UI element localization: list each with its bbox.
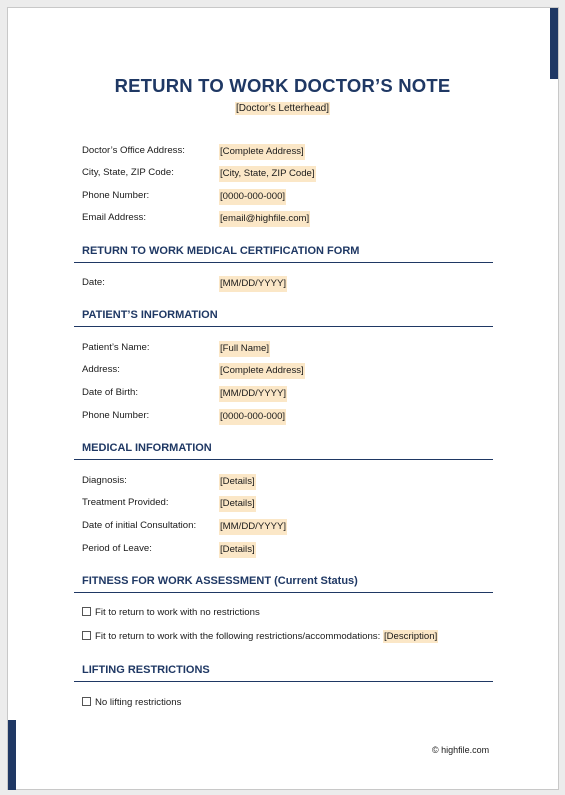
office-email-field[interactable]: [email@highfile.com] [219, 211, 310, 227]
diagnosis-field[interactable]: [Details] [219, 474, 256, 490]
accent-bar-bottom [8, 720, 16, 790]
restrictions-description-field[interactable]: [Description] [383, 631, 438, 642]
document-title: RETURN TO WORK DOCTOR’S NOTE [114, 75, 451, 96]
office-email-label: Email Address: [82, 212, 146, 223]
certification-divider [74, 262, 493, 263]
letterhead-placeholder [0, 103, 565, 114]
leave-field[interactable]: [Details] [219, 542, 256, 558]
office-address-field[interactable]: [Complete Address] [219, 144, 305, 160]
patient-dob-field[interactable]: [MM/DD/YYYY] [219, 386, 287, 402]
consultation-label: Date of initial Consultation: [82, 520, 197, 531]
treatment-field[interactable]: [Details] [219, 496, 256, 512]
patient-name-field[interactable]: [Full Name] [219, 341, 270, 357]
office-phone-field[interactable]: [0000-000-000] [219, 189, 286, 205]
certification-heading: RETURN TO WORK MEDICAL CERTIFICATION FORM [82, 245, 360, 257]
fitness-option-with-restrictions [82, 630, 438, 644]
patient-address-label: Address: [82, 364, 120, 375]
no-restrictions-label: Fit to return to work with no restrictions [95, 607, 260, 618]
certification-date-field[interactable]: [MM/DD/YYYY] [219, 276, 287, 292]
medical-heading: MEDICAL INFORMATION [82, 442, 212, 454]
medical-divider [74, 459, 493, 460]
patient-name-label: Patient’s Name: [82, 342, 150, 353]
office-city-field[interactable]: [City, State, ZIP Code] [219, 166, 316, 182]
no-lifting-checkbox[interactable] [82, 697, 91, 706]
with-restrictions-checkbox[interactable] [82, 631, 91, 640]
certification-date-label: Date: [82, 277, 105, 288]
consultation-field[interactable]: [MM/DD/YYYY] [219, 519, 287, 535]
no-lifting-label: No lifting restrictions [95, 697, 182, 708]
letterhead-text[interactable]: [Doctor’s Letterhead] [235, 103, 330, 114]
office-city-label: City, State, ZIP Code: [82, 167, 174, 178]
patient-divider [74, 326, 493, 327]
fitness-option-no-restrictions [82, 606, 260, 620]
leave-label: Period of Leave: [82, 543, 152, 554]
patient-heading: PATIENT’S INFORMATION [82, 309, 218, 321]
diagnosis-label: Diagnosis: [82, 475, 127, 486]
patient-phone-field[interactable]: [0000-000-000] [219, 409, 286, 425]
fitness-heading: FITNESS FOR WORK ASSESSMENT (Current Status) [82, 575, 358, 587]
fitness-divider [74, 592, 493, 593]
office-address-label: Doctor’s Office Address: [82, 145, 185, 156]
treatment-label: Treatment Provided: [82, 497, 169, 508]
patient-dob-label: Date of Birth: [82, 387, 138, 398]
footer-copyright: © highfile.com [432, 745, 490, 755]
accent-bar-top [550, 8, 558, 79]
lifting-option-none [82, 696, 181, 710]
patient-phone-label: Phone Number: [82, 410, 150, 421]
no-restrictions-checkbox[interactable] [82, 607, 91, 616]
lifting-divider [74, 681, 493, 682]
with-restrictions-label: Fit to return to work with the following restrictions/accommodations: [95, 631, 383, 642]
office-phone-label: Phone Number: [82, 190, 150, 201]
lifting-heading: LIFTING RESTRICTIONS [82, 664, 210, 676]
patient-address-field[interactable]: [Complete Address] [219, 363, 305, 379]
